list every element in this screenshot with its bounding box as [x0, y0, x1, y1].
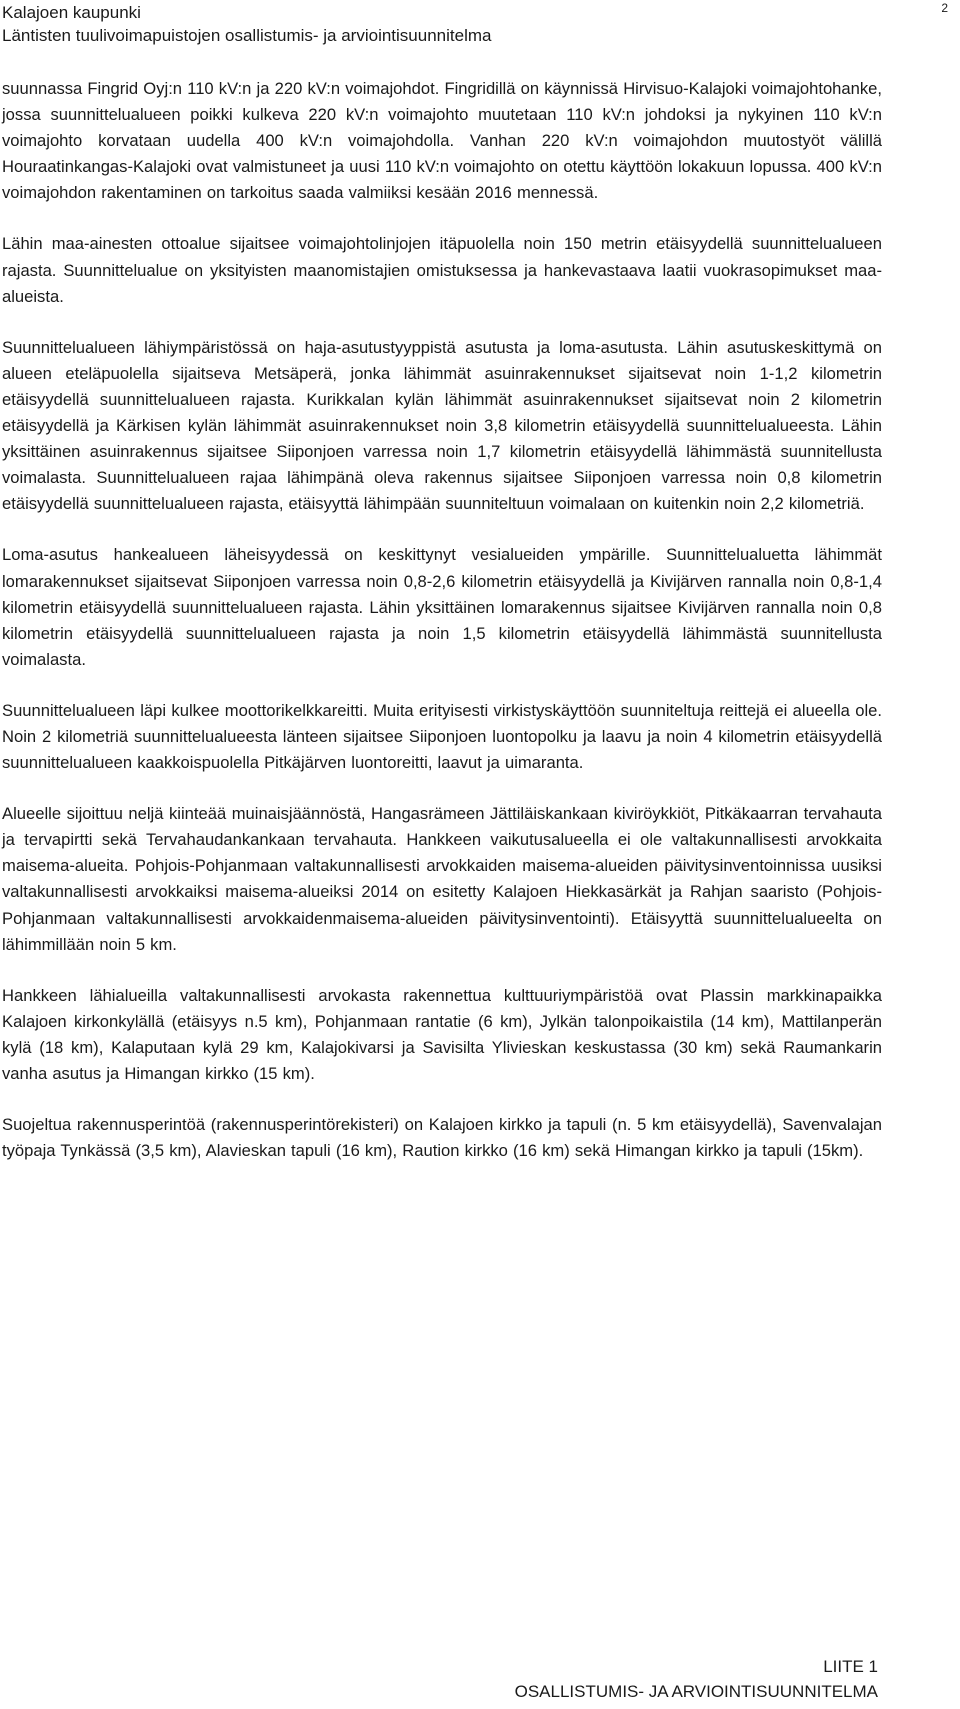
paragraph-holiday-housing: Loma-asutus hankealueen läheisyydessä on keskittynyt vesialueiden ympärille. Suunnittelualuetta lähimmät lomarakennukset sijaitsevat Siiponjoen varressa noin 0,8-2,6 kilometrin etäisyydellä ja Kivijärven rannalla noin 0,8-1,4 kilometrin etäisyydellä suunnittelualueen rajasta. Lähin yksittäinen lomarakennus sijaitsee Kivijärven rannalla noin 0,8 kilometrin etäisyydellä suunnittelualueen rajasta ja noin 1,5 kilometrin etäisyydellä lähimmästä suunnitellusta voimalasta. — [2, 545, 882, 669]
paragraph-recreation: Suunnittelualueen läpi kulkee moottorikelkkareitti. Muita erityisesti virkistyskäyttöön suunniteltuja reittejä ei alueella ole. Noin 2 kilometriä suunnittelualueesta länteen sijaitsee Siiponjoen luontopolku ja laavu ja noin 4 kilometrin etäisyydellä suunnittelualueen kaakkoispuolella Pitkäjärven luontoreitti, laavut ja uimaranta. — [2, 700, 882, 773]
paragraph-settlement: Suunnittelualueen lähiympäristössä on haja-asutustyyppistä asutusta ja loma-asutusta. Lähin asutuskeskittymä on alueen eteläpuolella sijaitseva Metsäperä, jonka lähimmät asuinrakennukset sijaitsevat noin 1-1,2 kilometrin etäisyydellä suunnittelualueen rajasta. Kurikkalan kylän lähimmät asuinrakennukset sijaitsevat noin 2 kilometrin etäisyydellä ja Kärkisen kylän lähimmät asuinrakennukset noin 3,8 kilometrin etäisyydellä suunnittelualueesta. Lähin yksittäinen asuinrakennus sijaitsee Siiponjoen varressa noin 1,7 kilometrin etäisyydellä lähimmästä suunnitellusta voimalasta. Suunnittelualueen rajaa lähimpänä oleva rakennus sijaitsee Siiponjoen varressa noin 0,8 kilometrin etäisyydellä suunnittelualueen rajasta, etäisyyttä lähimpään suunniteltuun voimalaan on kuitenkin noin 2,2 kilometriä. — [2, 337, 882, 514]
paragraph-extraction-area: Lähin maa-ainesten ottoalue sijaitsee voimajohtolinjojen itäpuolella noin 150 metrin etäisyydellä suunnittelualueen rajasta. Suunnittelualue on yksityisten maanomistajien omistuksessa ja hankevastaava laatii vuokrasopimukset maa-alueista. — [2, 234, 882, 306]
footer-appendix-label: LIITE 1 — [823, 1657, 878, 1676]
paragraph-protected-heritage: Suojeltua rakennusperintöä (rakennusperintörekisteri) on Kalajoen kirkko ja tapuli (n. 5 km etäisyydellä), Savenvalajan työpaja Tynkässä (3,5 km), Alavieskan tapuli (16 km), Raution kirkko (16 km) sekä Himangan kirkko ja tapuli (15km). — [2, 1115, 882, 1161]
page-number: 2 — [941, 1, 948, 15]
header-organization: Kalajoen kaupunki — [2, 3, 141, 22]
header-document-title: Läntisten tuulivoimapuistojen osallistumis- ja arviointisuunnitelma — [2, 26, 492, 45]
paragraph-power-lines: suunnassa Fingrid Oyj:n 110 kV:n ja 220 kV:n voimajohdot. Fingridillä on käynnissä Hirvisuo-Kalajoki voimajohtohanke, jossa suunnittelualueen poikki kulkeva 220 kV:n voimajohto muutetaan 110 kV:n johdoksi ja nykyinen 110 kV:n voimajohto korvataan uudella 400 kV:n voimajohdolla. Vanhan 220 kV:n voimajohdon muutostyöt välillä Houraatinkangas-Kalajoki ovat valmistuneet ja uusi 110 kV:n voimajohto on otettu käyttöön lokakuun lopussa. 400 kV:n voimajohdon rakentaminen on tarkoitus saada valmiiksi kesään 2016 mennessä. — [2, 79, 882, 203]
page-footer — [515, 1654, 878, 1704]
paragraph-cultural-environment: Hankkeen lähialueilla valtakunnallisesti arvokasta rakennettua kulttuuriympäristöä ovat Plassin markkinapaikka Kalajoen kirkonkylällä (etäisyys n.5 km), Pohjanmaan rantatie (6 km), Jylkän talonpoikaistila (14 km), Mattilanperän kylä (18 km), Kalaputaan kylä 29 km, Kalajokivarsi ja Savisilta Ylivieskan keskustassa (30 km) sekä Raumankarin vanha asutus ja Himangan kirkko (15 km). — [2, 985, 882, 1083]
page-header — [0, 0, 960, 50]
paragraph-antiquities-landscape: Alueelle sijoittuu neljä kiinteää muinaisjäännöstä, Hangasrämeen Jättiläiskankaan kiviröykkiöt, Pitkäkaarran tervahauta ja tervapirtti sekä Tervahaudankankaan tervahauta. Hankkeen vaikutusalueella ei ole valtakunnallisesti arvokkaita maisema-alueita. Pohjois-Pohjanmaan valtakunnallisesti arvokkaiden maisema-alueiden päivitysinventoinnissa uusiksi valtakunnallisesti arvokkaiksi maisema-alueiksi 2014 on esitetty Kalajoen Hiekkasärkät ja Rahjan saaristo (Pohjois-Pohjanmaan valtakunnallisesti arvokkaidenmaisema-alueiden päivitysinventointi). Etäisyyttä suunnittelualueelta on lähimmillään noin 5 km. — [2, 804, 882, 954]
footer-document-label: OSALLISTUMIS- JA ARVIOINTISUUNNITELMA — [514, 1682, 878, 1701]
document-body — [2, 76, 882, 1189]
